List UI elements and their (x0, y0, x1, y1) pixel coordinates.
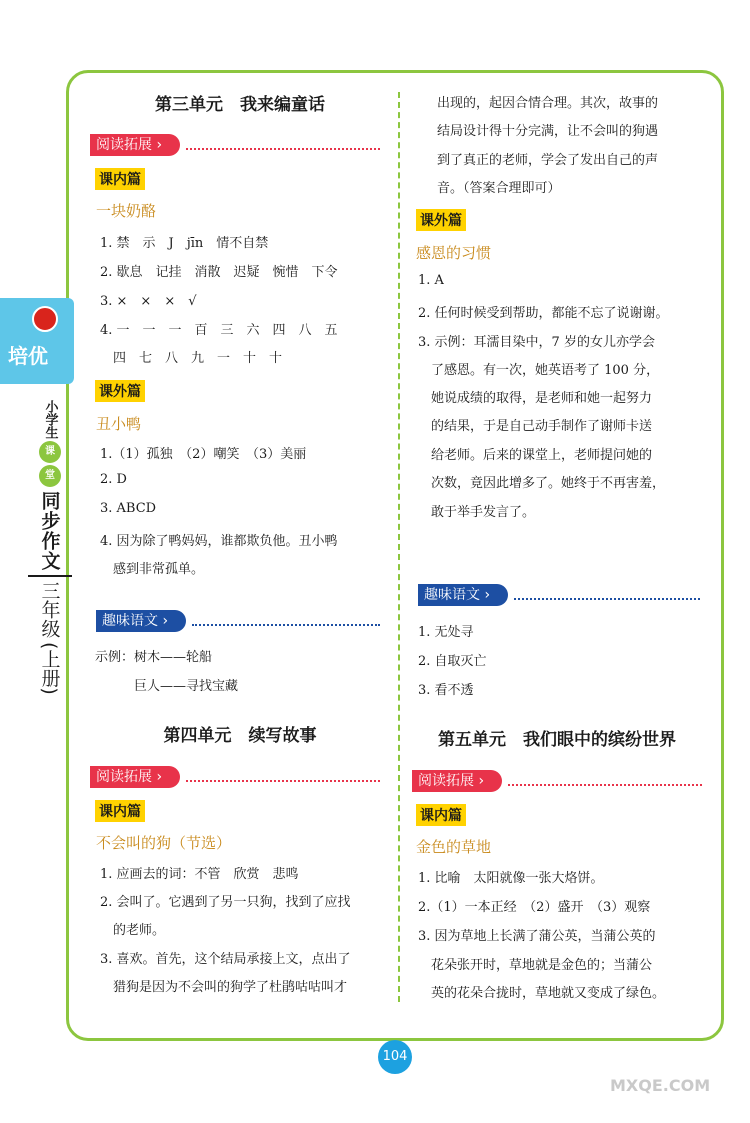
answer-line: 2. D (100, 472, 127, 487)
article-heading: 丑小鸭 (96, 415, 142, 433)
banner-rule (514, 598, 700, 600)
answer-line: 1. 比喻 太阳就像一张大烙饼。 (418, 871, 604, 886)
answer-line: 四 七 八 九 一 十 十 (100, 351, 283, 366)
answer-line: 感到非常孤单。 (100, 562, 205, 577)
answer-line: 2. 任何时候受到帮助，都能不忘了说谢谢。 (418, 306, 669, 321)
column-divider (398, 92, 400, 1002)
book-title-dot1: 课 (39, 441, 61, 463)
banner-text: 阅读拓展 (418, 773, 474, 789)
answer-line: 3. 示例：耳濡目染中，7 岁的女儿亦学会 (418, 335, 655, 350)
banner-text: 阅读拓展 (96, 137, 152, 153)
answer-line: 花朵张开时，草地就是金色的；当蒲公 (418, 958, 653, 973)
answer-line: 的老师。 (100, 923, 166, 938)
unit3-title: 第三单元 我来编童话 (155, 95, 325, 115)
tag-in-class: 课内篇 (95, 168, 145, 190)
answer-line: 1.（1）孤独 （2）嘲笑 （3）美丽 (100, 447, 307, 462)
banner-rule (508, 784, 702, 786)
answer-line: 到了真正的老师，学会了发出自己的声 (437, 153, 659, 168)
answer-line: 猎狗是因为不会叫的狗学了杜鹃咕咕叫才 (100, 980, 348, 995)
section-banner-reading (90, 134, 380, 158)
answer-line: 3. 看不透 (418, 683, 474, 698)
book-title-main: 同步作文 (38, 491, 61, 571)
answer-line: 2. 会叫了。它遇到了另一只狗，找到了应找 (100, 895, 351, 910)
mascot-icon (32, 306, 58, 332)
tag-in-class: 课内篇 (95, 800, 145, 822)
banner-rule (186, 148, 380, 150)
answer-line: 1. A (418, 273, 444, 288)
banner-label: 趣味语文 › (96, 610, 186, 632)
banner-text: 趣味语文 (424, 587, 480, 603)
section-banner-reading (412, 770, 702, 794)
answer-line: 2.（1）一本正经 （2）盛开 （3）观察 (418, 900, 651, 915)
answer-line: 出现的，起因合情合理。其次，故事的 (437, 96, 659, 111)
answer-line: 1. 应画去的词：不管 欣赏 悲鸣 (100, 867, 299, 882)
banner-label: 阅读拓展 › (90, 134, 180, 156)
section-banner-fun (418, 584, 700, 608)
book-title-volume: (上册) (38, 642, 61, 695)
banner-text: 阅读拓展 (96, 769, 152, 785)
answer-line: 3. ABCD (100, 501, 157, 516)
answer-line: 巨人——寻找宝藏 (95, 679, 239, 694)
tag-in-class: 课内篇 (416, 804, 466, 826)
section-banner-reading (90, 766, 380, 790)
answer-line: 4. 一 一 一 百 三 六 四 八 五 (100, 323, 338, 338)
book-title-grade: 三年级 (38, 581, 61, 638)
side-tab (0, 298, 74, 384)
book-title-dot2: 堂 (39, 465, 61, 487)
page-number: 104 (378, 1040, 412, 1074)
answer-line: 1. 禁 示 J jīn 情不自禁 (100, 236, 269, 251)
answer-line: 3. × × × √ (100, 294, 197, 309)
book-title-rule (28, 575, 72, 577)
answer-line: 3. 因为草地上长满了蒲公英，当蒲公英的 (418, 929, 656, 944)
banner-label: 趣味语文 › (418, 584, 508, 606)
unit5-title: 第五单元 我们眼中的缤纷世界 (438, 730, 676, 750)
answer-line: 英的花朵合拢时，草地就又变成了绿色。 (418, 986, 666, 1001)
answer-line: 次数，竟因此增多了。她终于不再害羞， (418, 476, 666, 491)
book-title-small: 小学生 (42, 400, 58, 439)
banner-label: 阅读拓展 › (90, 766, 180, 788)
answer-line: 敢于举手发言了。 (418, 505, 536, 520)
answer-line: 音。（答案合理即可） (437, 181, 561, 196)
answer-line: 3. 喜欢。首先，这个结局承接上文，点出了 (100, 952, 351, 967)
answer-line: 了感恩。有一次，她英语考了 100 分， (418, 363, 660, 378)
answer-line: 示例：树木——轮船 (95, 650, 213, 665)
answer-line: 给老师。后来的课堂上，老师提问她的 (418, 448, 653, 463)
article-heading: 感恩的习惯 (416, 244, 492, 262)
answer-line: 她说成绩的取得，是老师和她一起努力 (418, 391, 653, 406)
watermark: MXQE.COM (610, 1076, 711, 1095)
article-heading: 金色的草地 (416, 838, 492, 856)
banner-rule (186, 780, 380, 782)
article-heading: 不会叫的狗（节选） (96, 834, 232, 852)
answer-line: 的结果，于是自己动手制作了谢师卡送 (418, 419, 653, 434)
article-heading: 一块奶酪 (96, 202, 157, 220)
book-title-vertical (28, 400, 72, 699)
answer-line: 结局设计得十分完满，让不会叫的狗遇 (437, 124, 659, 139)
banner-label: 阅读拓展 › (412, 770, 502, 792)
answer-line: 2. 自取灭亡 (418, 654, 487, 669)
side-tab-label: 培优 (8, 344, 48, 368)
answer-line: 1. 无处寻 (418, 625, 474, 640)
banner-rule (192, 624, 380, 626)
tag-extra-class: 课外篇 (95, 380, 145, 402)
section-banner-fun (96, 610, 380, 634)
unit4-title: 第四单元 续写故事 (163, 726, 317, 746)
answer-line: 2. 歇息 记挂 消散 迟疑 惋惜 下令 (100, 265, 338, 280)
tag-extra-class: 课外篇 (416, 209, 466, 231)
answer-line: 4. 因为除了鸭妈妈，谁都欺负他。丑小鸭 (100, 534, 338, 549)
banner-text: 趣味语文 (102, 613, 158, 629)
